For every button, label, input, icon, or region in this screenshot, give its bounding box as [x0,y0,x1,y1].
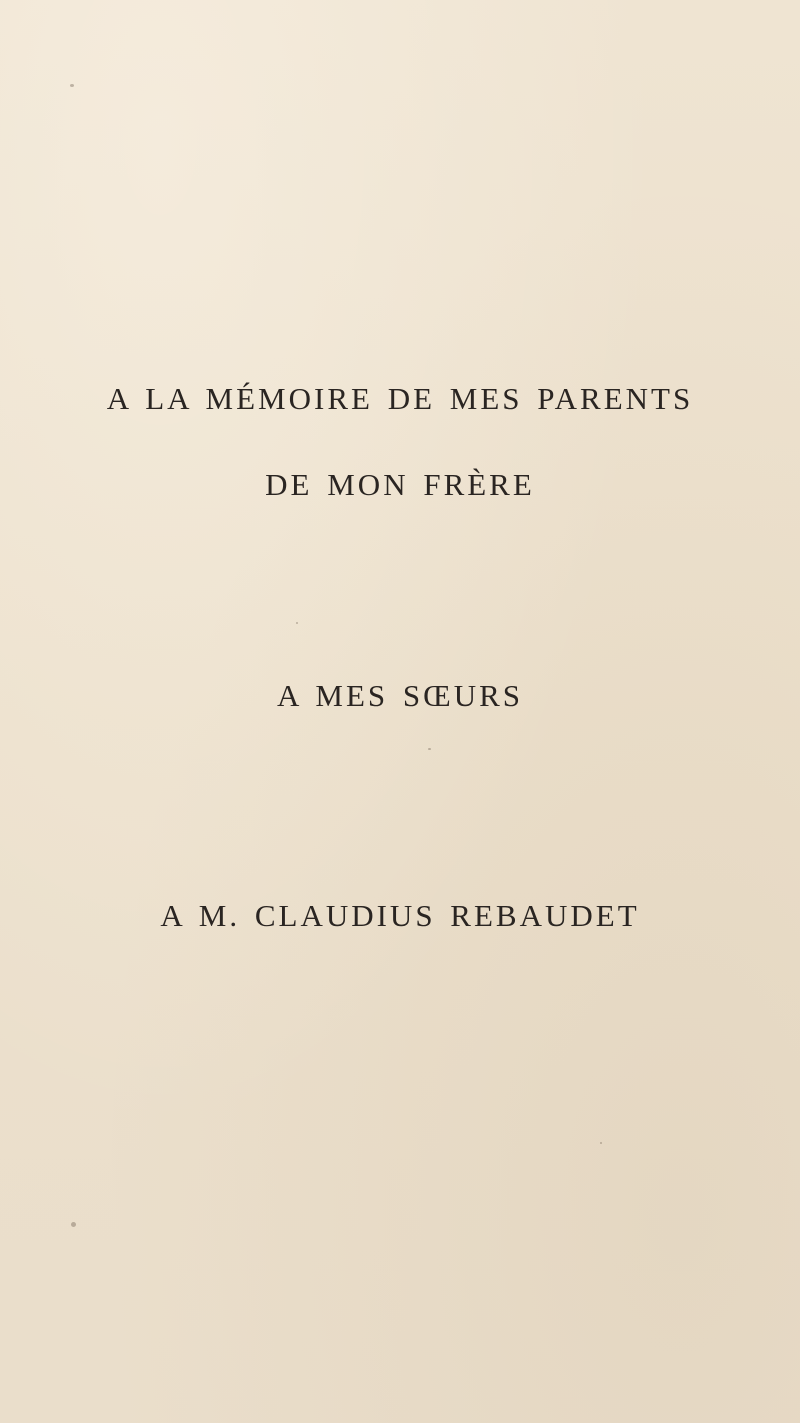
paper-speck [428,748,431,750]
paper-speck [296,622,298,624]
dedication-line-rebaudet: A M. CLAUDIUS REBAUDET [160,898,640,933]
paper-speck [600,1142,602,1144]
dedication-line-sisters: A MES SŒURS [276,678,524,713]
paper-speck [71,1222,76,1227]
dedication-line-brother: DE MON FRÈRE [265,467,535,502]
paper-speck [70,84,74,87]
dedication-line-parents: A LA MÉMOIRE DE MES PARENTS [106,381,694,416]
